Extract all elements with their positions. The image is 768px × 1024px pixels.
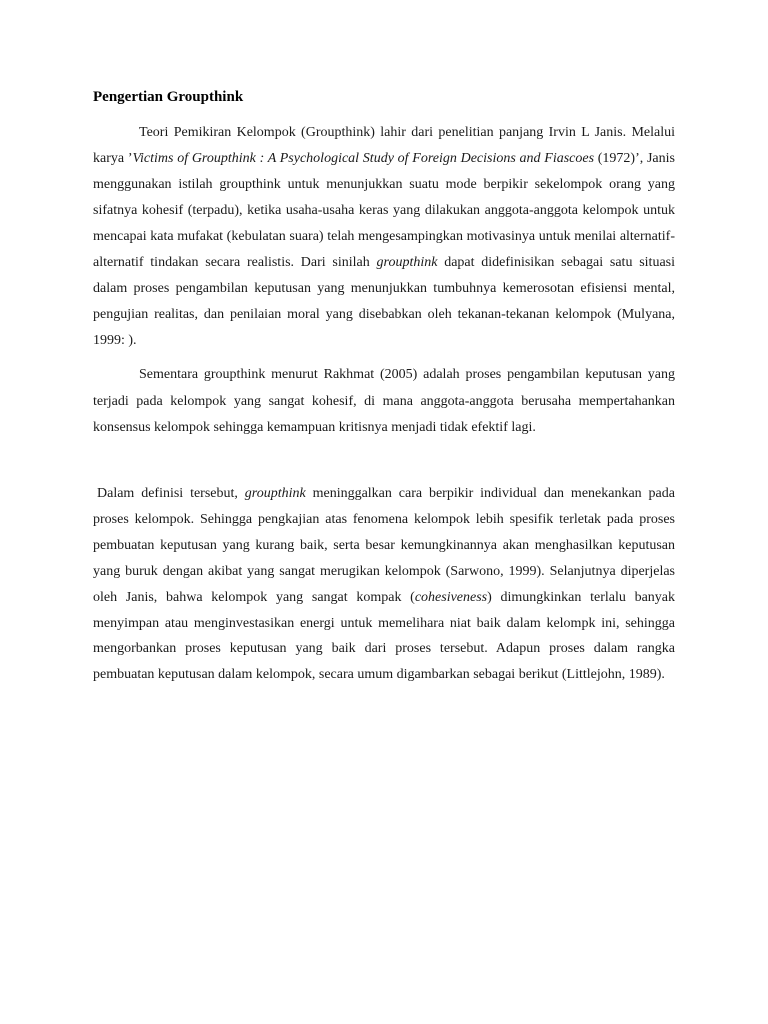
paragraph-2 bbox=[93, 362, 675, 442]
paragraph-1-text-c: dapat didefinisikan sebagai satu situasi dalam proses pengambilan keputusan yang menunjukkan tumbuhnya kemerosotan efisiensi mental, pengujian realitas, dan penilaian moral yang disebabkan oleh tekanan-tekanan kelompok (Mulyana, 1999: ). bbox=[93, 255, 675, 348]
paragraph-3-text-c: ) dimungkinkan terlalu banyak menyimpan atau menginvestasikan energi untuk memelihara niat baik dalam kelompk ini, sehingga mengorbankan proses keputusan yang baik dari proses tersebut. Adapun proses dalam rangka pembuatan keputusan dalam kelompok, secara umum digambarkan sebagai berikut (Littlejohn, 1989). bbox=[93, 589, 675, 683]
paragraph-2-text: Sementara groupthink menurut Rakhmat (2005) adalah proses pengambilan keputusan yang terjadi pada kelompok yang sangat kohesif, di mana anggota-anggota berusaha mempertahankan konsensus kelompok sehingga kemampuan kritisnya menjadi tidak efektif lagi. bbox=[93, 367, 675, 435]
page-title: Pengertian Groupthink bbox=[93, 89, 244, 105]
paragraph-3-text-a: Dalam definisi tersebut, bbox=[97, 486, 245, 501]
paragraph-1-text-a: Teori Pemikiran Kelompok (Groupthink) lahir dari penelitian panjang Irvin L Janis. Melalui karya ’ bbox=[93, 125, 675, 166]
paragraph-1-book-title: Victims of Groupthink : A Psychological Study of Foreign Decisions and Fiascoes bbox=[132, 151, 595, 166]
paragraph-1-term-groupthink: groupthink bbox=[376, 255, 438, 270]
paragraph-1-text-b: (1972)’, Janis menggunakan istilah groupthink untuk menunjukkan suatu mode berpikir sekelompok orang yang sifatnya kohesif (terpadu), ketika usaha-usaha keras yang dilakukan anggota-anggota kelompok untuk mencapai kata mufakat (kebulatan suara) telah mengesampingkan motivasinya untuk menilai alternatif-alternatif tindakan secara realistis. Dari sinilah bbox=[93, 151, 675, 270]
paragraph-3-term-cohesiveness: cohesiveness bbox=[414, 589, 488, 605]
paragraph-3-term-groupthink: groupthink bbox=[244, 486, 306, 501]
paragraph-3 bbox=[93, 481, 675, 688]
paragraph-3-text-b: meninggalkan cara berpikir individual dan menekankan pada proses kelompok. Sehingga pengkajian atas fenomena kelompok lebih spesifik terletak pada proses pembuatan keputusan yang kurang baik, serta besar kemungkinannya akan menghasilkan keputusan yang buruk dengan akibat yang sangat merugikan kelompok (Sarwono, 1999). Selanjutnya diperjelas oleh Janis, bahwa kelompok yang sangat kompak ( bbox=[93, 486, 675, 605]
paragraph-1 bbox=[93, 120, 675, 354]
